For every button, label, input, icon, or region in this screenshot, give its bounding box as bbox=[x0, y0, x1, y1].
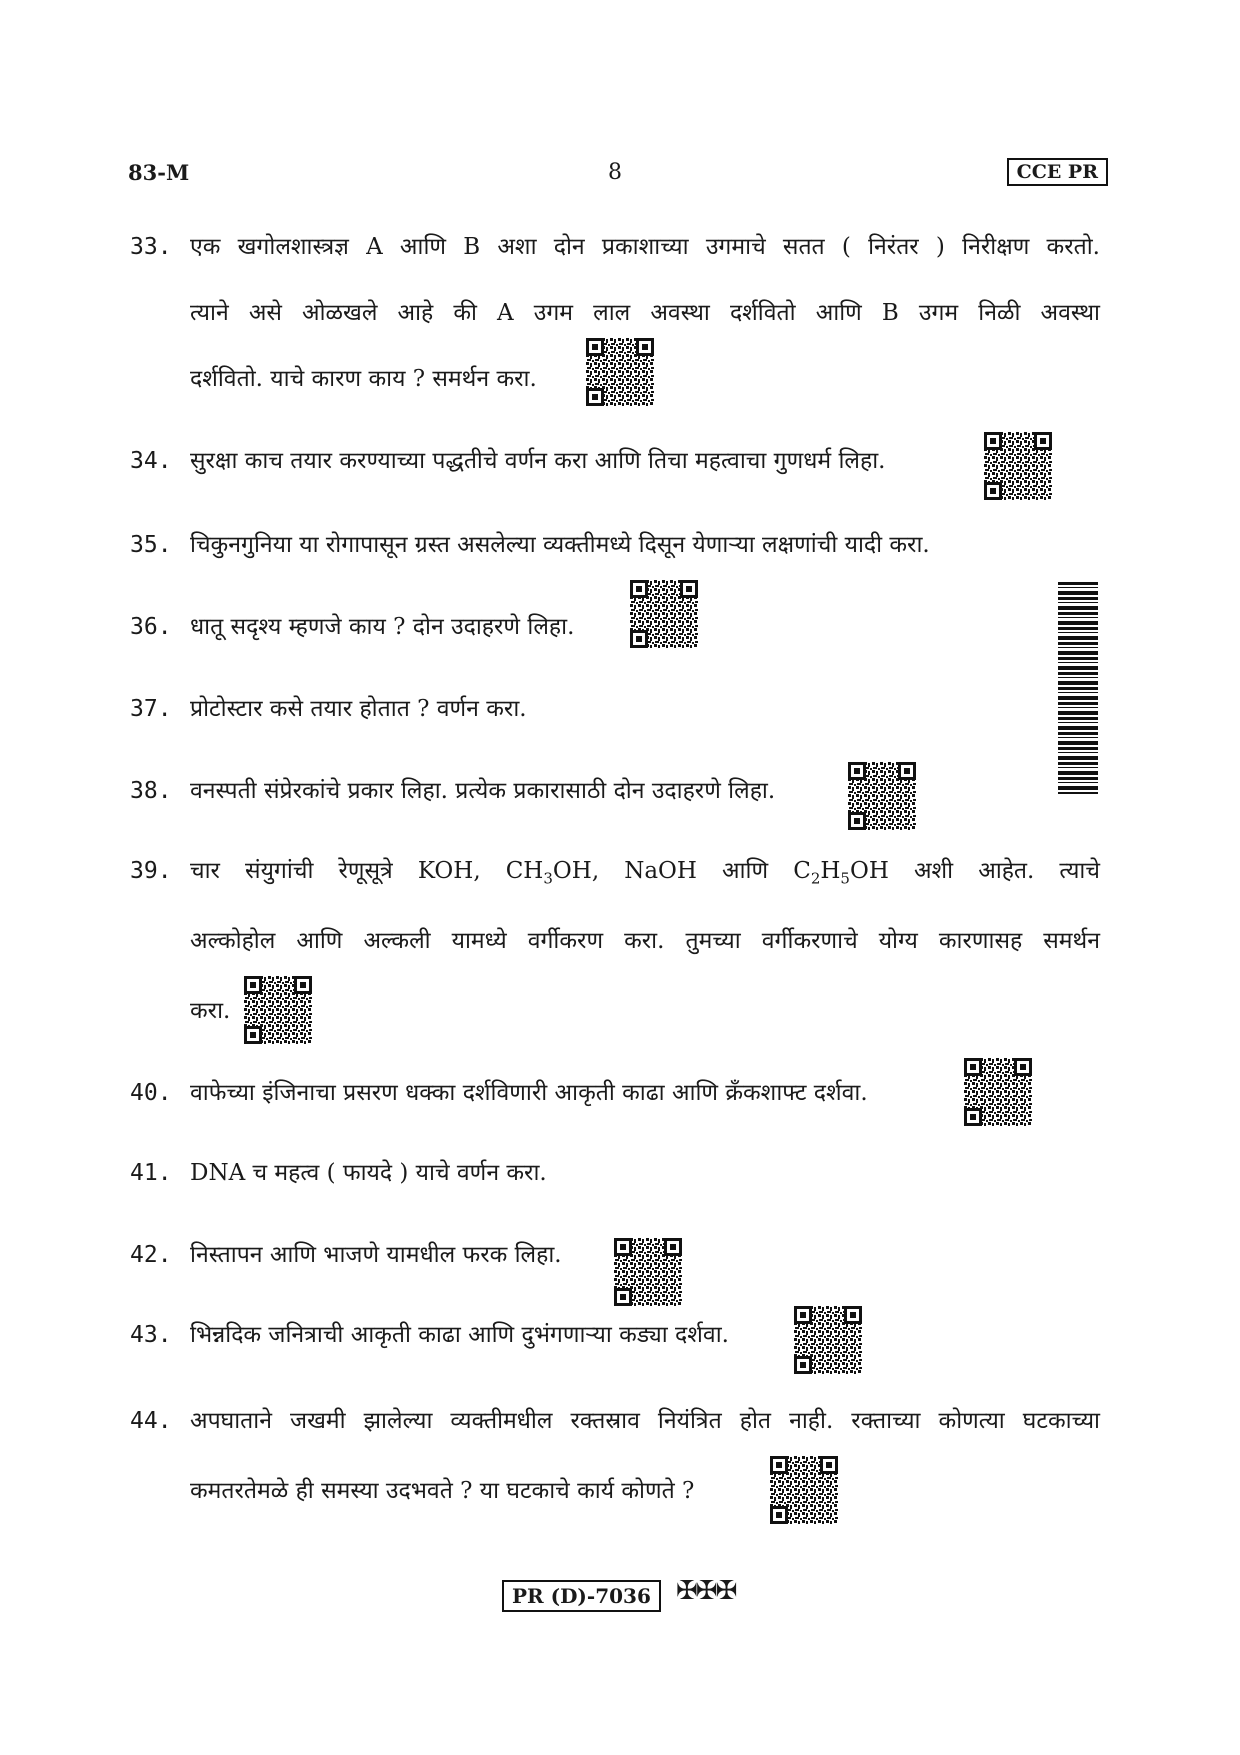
question-33-line-1: एक खगोलशास्त्रज्ञ A आणि B अशा दोन प्रकाशाच्या उगमाचे सतत ( निरंतर ) निरीक्षण करतो. bbox=[190, 234, 1100, 260]
qr-code-icon[interactable] bbox=[244, 976, 312, 1044]
page-number: 8 bbox=[608, 160, 622, 185]
question-number: 44. bbox=[130, 1408, 172, 1434]
question-text: DNA च महत्व ( फायदे ) याचे वर्णन करा. bbox=[190, 1160, 547, 1186]
question-number: 41. bbox=[130, 1160, 172, 1186]
qr-code-icon[interactable] bbox=[770, 1456, 838, 1524]
question-39-line-1: चार संयुगांची रेणूसूत्रे KOH, $CH_3OH$, NaOH आणि $C_2H_5OH$ अशी आहेत. त्याचे bbox=[190, 858, 1100, 888]
question-number: 43. bbox=[130, 1322, 172, 1348]
question-text: धातू सदृश्य म्हणजे काय ? दोन उदाहरणे लिहा. bbox=[190, 614, 575, 640]
question-number: 33. bbox=[130, 234, 172, 260]
exam-code-box: CCE PR bbox=[1007, 158, 1108, 186]
question-number: 42. bbox=[130, 1242, 172, 1268]
question-44-line-1: अपघाताने जखमी झालेल्या व्यक्तीमधील रक्तस्राव नियंत्रित होत नाही. रक्ताच्या कोणत्या घटकाच्या bbox=[190, 1408, 1100, 1434]
paper-code-box: PR (D)-7036 bbox=[502, 1580, 661, 1612]
question-number: 35. bbox=[130, 532, 172, 558]
qr-code-icon[interactable] bbox=[630, 580, 698, 648]
question-text: वनस्पती संप्रेरकांचे प्रकार लिहा. प्रत्येक प्रकारासाठी दोन उदाहरणे लिहा. bbox=[190, 778, 776, 804]
question-39-line-2: अल्कोहोल आणि अल्कली यामध्ये वर्गीकरण करा. तुमच्या वर्गीकरणाचे योग्य कारणासह समर्थन bbox=[190, 928, 1100, 954]
question-number: 37. bbox=[130, 696, 172, 722]
question-number: 39. bbox=[130, 858, 172, 884]
question-text: निस्तापन आणि भाजणे यामधील फरक लिहा. bbox=[190, 1242, 562, 1268]
barcode bbox=[1058, 582, 1098, 794]
question-text: भिन्नदिक जनित्राची आकृती काढा आणि दुभंगणाऱ्या कड्या दर्शवा. bbox=[190, 1322, 729, 1348]
question-text: चिकुनगुनिया या रोगापासून ग्रस्त असलेल्या व्यक्तीमध्ये दिसून येणाऱ्या लक्षणांची यादी करा. bbox=[190, 532, 930, 558]
qr-code-icon[interactable] bbox=[794, 1306, 862, 1374]
question-text: सुरक्षा काच तयार करण्याच्या पद्धतीचे वर्णन करा आणि तिचा महत्वाचा गुणधर्म लिहा. bbox=[190, 448, 886, 474]
question-number: 34. bbox=[130, 448, 172, 474]
question-33-line-3: दर्शवितो. याचे कारण काय ? समर्थन करा. bbox=[190, 366, 537, 392]
question-text: वाफेच्या इंजिनाचा प्रसरण धक्का दर्शविणारी आकृती काढा आणि क्रँकशाफ्ट दर्शवा. bbox=[190, 1080, 868, 1106]
question-33-line-2: त्याने असे ओळखले आहे की A उगम लाल अवस्था दर्शवितो आणि B उगम निळी अवस्था bbox=[190, 300, 1100, 326]
qr-code-icon[interactable] bbox=[614, 1238, 682, 1306]
page-header bbox=[128, 160, 1108, 190]
qr-code-icon[interactable] bbox=[848, 762, 916, 830]
end-ornament: ✠✠✠ bbox=[676, 1576, 736, 1606]
question-text: प्रोटोस्टार कसे तयार होतात ? वर्णन करा. bbox=[190, 696, 527, 722]
qr-code-icon[interactable] bbox=[984, 432, 1052, 500]
question-number: 38. bbox=[130, 778, 172, 804]
question-number: 40. bbox=[130, 1080, 172, 1106]
question-44-line-2: कमतरतेमळे ही समस्या उदभवते ? या घटकाचे कार्य कोणते ? bbox=[190, 1478, 695, 1504]
qr-code-icon[interactable] bbox=[586, 338, 654, 406]
qr-code-icon[interactable] bbox=[964, 1058, 1032, 1126]
question-number: 36. bbox=[130, 614, 172, 640]
subject-code: 83-M bbox=[128, 160, 190, 185]
question-39-line-3: करा. bbox=[190, 998, 231, 1024]
